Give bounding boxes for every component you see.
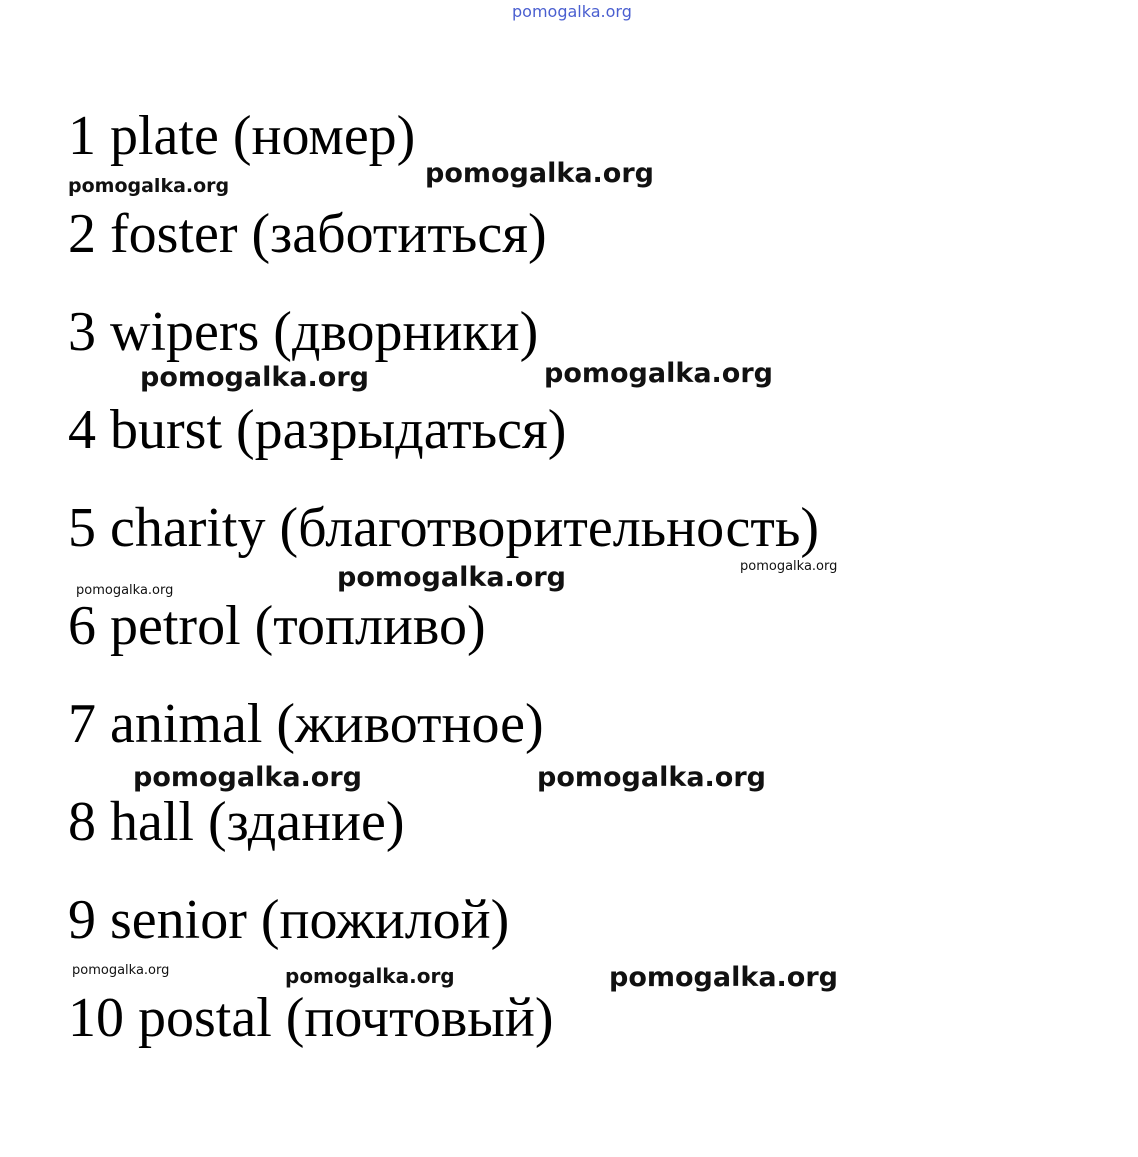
watermark: pomogalka.org (544, 358, 773, 389)
watermark: pomogalka.org (140, 362, 369, 393)
watermark: pomogalka.org (537, 762, 766, 793)
answer-line-5: 5 charity (благотворительность) (68, 497, 820, 559)
watermark-top: pomogalka.org (512, 2, 632, 21)
answer-line-6: 6 petrol (топливо) (68, 595, 486, 657)
watermark: pomogalka.org (68, 175, 230, 197)
watermark: pomogalka.org (609, 962, 838, 993)
watermark: pomogalka.org (337, 562, 566, 593)
answer-line-4: 4 burst (разрыдаться) (68, 399, 567, 461)
watermark: pomogalka.org (133, 762, 362, 793)
answer-line-8: 8 hall (здание) (68, 791, 405, 853)
answer-line-1: 1 plate (номер) (68, 105, 416, 167)
watermark: pomogalka.org (76, 583, 174, 598)
answer-line-3: 3 wipers (дворники) (68, 301, 539, 363)
answer-line-9: 9 senior (пожилой) (68, 889, 510, 951)
watermark: pomogalka.org (425, 158, 654, 189)
answer-line-7: 7 animal (животное) (68, 693, 544, 755)
watermark: pomogalka.org (72, 963, 170, 978)
answer-line-10: 10 postal (почтовый) (68, 987, 554, 1049)
watermark: pomogalka.org (740, 559, 838, 574)
answer-line-2: 2 foster (заботиться) (68, 203, 547, 265)
watermark: pomogalka.org (285, 964, 455, 988)
